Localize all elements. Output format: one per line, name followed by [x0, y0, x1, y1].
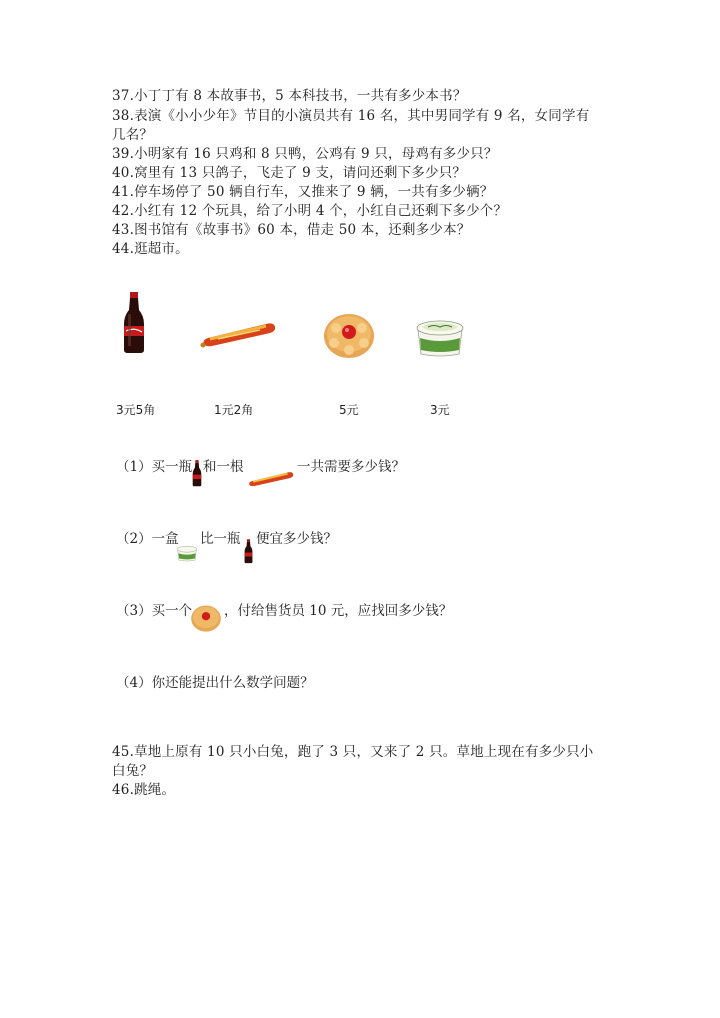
bread-icon [322, 310, 376, 360]
problem-45-line1: 45.草地上原有 10 只小白兔，跑了 3 只，又来了 2 只。草地上现在有多少只小 [112, 744, 594, 760]
problem-38-line2: 几名？ [112, 127, 154, 143]
q3-part-a: （3）买一个 [116, 603, 193, 619]
cola-bottle-icon [120, 290, 148, 354]
q3-part-b: ，付给售货员 10 元，应找回多少钱？ [224, 603, 453, 619]
problem-42: 42.小红有 12 个玩具，给了小明 4 个，小红自己还剩下多少个？ [112, 203, 508, 219]
q2-part-b: 比一瓶 [200, 531, 241, 547]
bread-icon [190, 602, 222, 634]
price-sausage: 1元2角 [214, 403, 254, 417]
q1-part-a: （1）买一瓶 [116, 459, 193, 475]
sausage-icon [247, 468, 295, 488]
sausage-icon [200, 318, 278, 348]
q1-part-b: 和一根 [203, 459, 244, 475]
q2-part-a: （2）一盒 [116, 531, 179, 547]
problem-41: 41.停车场停了 50 辆自行车，又推来了 9 辆，一共有多少辆？ [112, 184, 494, 200]
q4: （4）你还能提出什么数学问题？ [116, 675, 314, 691]
price-cola: 3元5角 [116, 403, 156, 417]
problem-39: 39.小明家有 16 只鸡和 8 只鸭，公鸡有 9 只，母鸡有多少只？ [112, 146, 498, 162]
problem-43: 43.图书馆有《故事书》60 本，借走 50 本，还剩多少本？ [112, 222, 471, 238]
problem-38-line1: 38.表演《小小少年》节目的小演员共有 16 名，其中男同学有 9 名，女同学有 [112, 108, 590, 124]
cola-bottle-icon [191, 455, 203, 491]
q1-part-c: 一共需要多少钱？ [297, 459, 405, 475]
problem-45-line2: 白兔？ [112, 763, 154, 779]
problem-40: 40.窝里有 13 只鸽子，飞走了 9 支，请问还剩下多少只？ [112, 165, 467, 181]
price-ice-cream: 3元 [430, 403, 450, 417]
problem-44: 44.逛超市。 [112, 241, 189, 257]
price-bread: 5元 [339, 403, 359, 417]
cola-bottle-icon [243, 537, 254, 565]
problem-37: 37.小丁丁有 8 本故事书，5 本科技书，一共有多少本书？ [112, 88, 467, 104]
ice-cream-tub-icon [176, 544, 198, 562]
ice-cream-tub-icon [414, 316, 466, 358]
problem-46: 46.跳绳。 [112, 782, 176, 798]
q2-part-c: 便宜多少钱？ [256, 531, 337, 547]
